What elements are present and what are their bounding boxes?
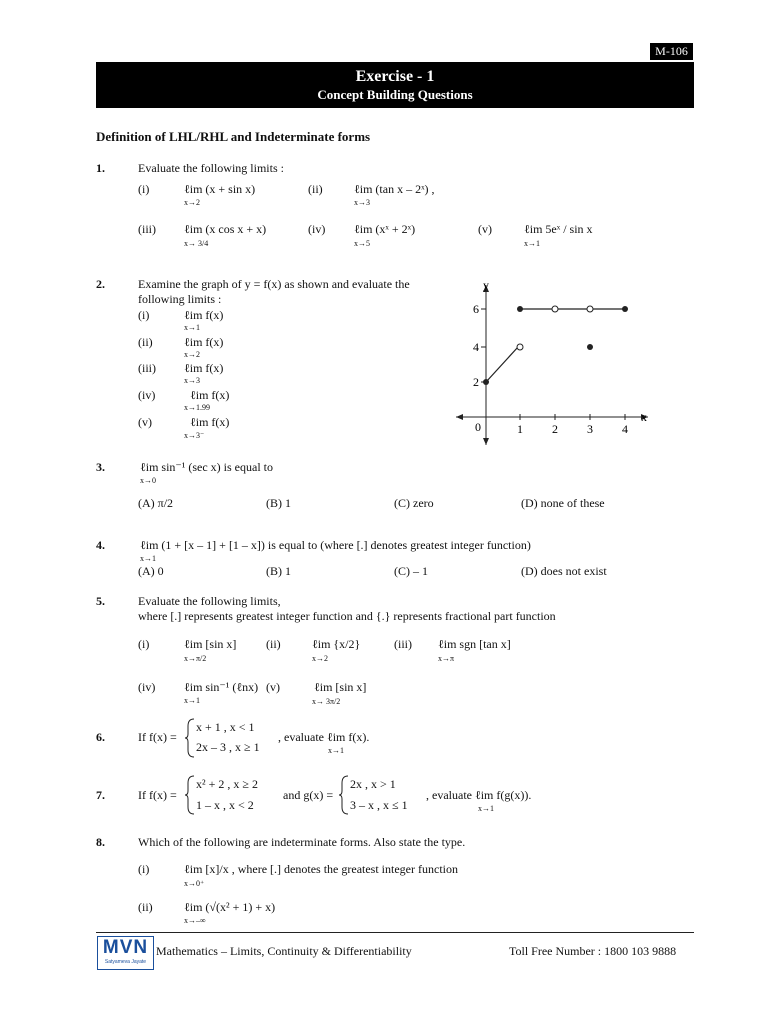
q1-text: Evaluate the following limits :: [138, 161, 284, 175]
footer-tollfree: Toll Free Number : 1800 103 9888: [509, 944, 677, 958]
q8-i-sub: x→0⁺: [184, 879, 205, 888]
q5-i-expr: ℓim [sin x]: [184, 637, 237, 651]
q7-f-row1: x² + 2 , x ≥ 2: [196, 777, 258, 791]
q2-item-expr: ℓim f(x): [190, 388, 230, 402]
x-tick-label: 2: [552, 422, 558, 436]
q8-text: Which of the following are indeterminate forms. Also state the type.: [138, 835, 466, 849]
q1-v-sub: x→1: [524, 239, 540, 248]
filled-point: [587, 344, 593, 350]
q7-number: 7.: [96, 788, 105, 802]
q2-item-sub: x→3⁻: [184, 431, 205, 440]
q2-item-label: (ii): [138, 335, 153, 349]
q8-ii-label: (ii): [138, 900, 153, 914]
y-tick-label: 6: [473, 302, 479, 316]
q7-g-row2: 3 – x , x ≤ 1: [350, 798, 408, 812]
q7-sub: x→1: [478, 804, 494, 813]
section-title: Definition of LHL/RHL and Indeterminate forms: [96, 129, 371, 144]
q1-iv-sub: x→5: [354, 239, 370, 248]
graph-segment-rising: [486, 347, 518, 382]
q7-tail: , evaluate ℓim f(g(x)).: [426, 788, 532, 802]
q2-item-expr: ℓim f(x): [190, 415, 230, 429]
q8-ii-expr: ℓim (√(x² + 1) + x): [184, 900, 276, 914]
q2-item-expr: ℓim f(x): [184, 361, 224, 375]
q1-v-expr: ℓim 5eˣ / sin x: [524, 222, 593, 236]
q8-ii-sub: x→–∞: [184, 916, 206, 925]
q2-item-expr: ℓim f(x): [184, 308, 224, 322]
logo-text: MVN: [102, 937, 149, 958]
exercise-title: Exercise - 1: [355, 68, 435, 85]
q2-item-label: (iii): [138, 361, 156, 375]
filled-point: [483, 379, 489, 385]
q7-f-row2: 1 – x , x < 2: [196, 798, 254, 812]
q5-iv-label: (iv): [138, 680, 156, 694]
y-axis-arrow-down: [483, 438, 489, 445]
q4-option-b: (B) 1: [266, 564, 291, 578]
q5-v-expr: ℓim [sin x]: [314, 680, 367, 694]
q5-iv-sub: x→1: [184, 696, 200, 705]
q4-option-c: (C) – 1: [394, 564, 428, 578]
q7-g-row1: 2x , x > 1: [350, 777, 396, 791]
q3-option-a: (A) π/2: [138, 496, 174, 510]
q7-mid: and g(x) =: [283, 788, 334, 802]
q6-sub: x→1: [328, 746, 344, 755]
q2-item-sub: x→2: [184, 350, 200, 359]
q7-f-brace: [184, 775, 196, 815]
logo-tagline: Satyameva Jayate: [104, 959, 147, 965]
q5-iii-label: (iii): [394, 637, 412, 651]
q2-number: 2.: [96, 277, 105, 291]
q1-v-label: (v): [478, 222, 492, 236]
q6-tail: , evaluate ℓim f(x).: [278, 730, 370, 744]
open-point: [552, 306, 558, 312]
open-point: [587, 306, 593, 312]
q5-v-sub: x→ 3π/2: [312, 697, 341, 706]
x-tick-label: 3: [587, 422, 593, 436]
q6-lead: If f(x) =: [138, 730, 177, 744]
q4-option-a: (A) 0: [138, 564, 164, 578]
q5-i-label: (i): [138, 637, 150, 651]
q7-g-brace: [338, 775, 350, 815]
page-code: M-106: [650, 43, 693, 60]
q1-iii-sub: x→ 3/4: [184, 239, 209, 248]
q1-ii-expr: ℓim (tan x – 2ˣ) ,: [354, 182, 435, 196]
q2-item-expr: ℓim f(x): [184, 335, 224, 349]
x-tick-label: 4: [622, 422, 628, 436]
q5-iii-expr: ℓim sgn [tan x]: [438, 637, 511, 651]
y-tick-label: 4: [473, 340, 479, 354]
q5-iii-sub: x→π: [438, 654, 455, 663]
q2-item-sub: x→1: [184, 323, 200, 332]
q4-number: 4.: [96, 538, 105, 552]
q6-row1: x + 1 , x < 1: [196, 720, 255, 734]
q2-item-sub: x→3: [184, 376, 200, 385]
q5-ii-sub: x→2: [312, 654, 328, 663]
q5-number: 5.: [96, 594, 105, 608]
q1-ii-sub: x→3: [354, 198, 370, 207]
q3-option-d: (D) none of these: [521, 496, 605, 510]
filled-point: [622, 306, 628, 312]
mvn-logo: [97, 936, 154, 970]
q2-item-label: (v): [138, 415, 152, 429]
q5-text-line1: Evaluate the following limits,: [138, 594, 281, 608]
exercise-banner: [96, 62, 694, 108]
graph-origin-label: 0: [475, 420, 481, 434]
q6-number: 6.: [96, 730, 105, 744]
q1-i-sub: x→2: [184, 198, 200, 207]
q5-iv-expr: ℓim sin⁻¹ (ℓnx): [184, 680, 259, 694]
q4-expr: ℓim (1 + [x – 1] + [1 – x]) is equal to (where [.] denotes greatest integer function): [140, 538, 531, 552]
q2-text-line2: following limits :: [138, 292, 222, 306]
q8-i-expr: ℓim [x]/x , where [.] denotes the greatest integer function: [184, 862, 458, 876]
x-tick-label: 1: [517, 422, 523, 436]
q3-number: 3.: [96, 460, 105, 474]
graph-x-label: x: [641, 410, 647, 424]
q5-ii-label: (ii): [266, 637, 281, 651]
q7-lead: If f(x) =: [138, 788, 177, 802]
open-point: [517, 344, 523, 350]
q3-option-c: (C) zero: [394, 496, 434, 510]
q1-i-label: (i): [138, 182, 150, 196]
q1-iv-label: (iv): [308, 222, 326, 236]
q1-iv-expr: ℓim (xˣ + 2ˣ): [354, 222, 416, 236]
footer-divider: [96, 932, 694, 933]
q6-brace: [184, 718, 196, 758]
q1-iii-label: (iii): [138, 222, 156, 236]
q5-text-line2: where [.] represents greatest integer function and {.} represents fractional part function: [138, 609, 556, 623]
y-tick-label: 2: [473, 375, 479, 389]
q2-item-label: (iv): [138, 388, 156, 402]
q1-number: 1.: [96, 161, 105, 175]
q5-v-label: (v): [266, 680, 280, 694]
q2-item-label: (i): [138, 308, 150, 322]
graph-y-label: y: [483, 278, 489, 292]
q1-i-expr: ℓim (x + sin x): [184, 182, 256, 196]
q2-text-line1: Examine the graph of y = f(x) as shown and evaluate the: [138, 277, 410, 291]
footer-subject: Mathematics – Limits, Continuity & Differentiability: [156, 944, 412, 958]
exercise-subtitle: Concept Building Questions: [317, 87, 473, 102]
q3-expr: ℓim sin⁻¹ (sec x) is equal to: [140, 460, 273, 474]
q1-ii-label: (ii): [308, 182, 323, 196]
filled-point: [517, 306, 523, 312]
q4-option-d: (D) does not exist: [521, 564, 607, 578]
q5-i-sub: x→π/2: [184, 654, 207, 663]
q5-ii-expr: ℓim {x/2}: [312, 637, 361, 651]
q1-iii-expr: ℓim (x cos x + x): [184, 222, 267, 236]
q4-sub: x→1: [140, 554, 156, 563]
q3-option-b: (B) 1: [266, 496, 291, 510]
q6-row2: 2x – 3 , x ≥ 1: [196, 740, 260, 754]
x-axis-arrow-left: [456, 414, 463, 420]
q2-graph: [450, 275, 660, 450]
q8-i-label: (i): [138, 862, 150, 876]
q3-sub: x→0: [140, 476, 156, 485]
q8-number: 8.: [96, 835, 105, 849]
q2-item-sub: x→1.99: [184, 403, 210, 412]
